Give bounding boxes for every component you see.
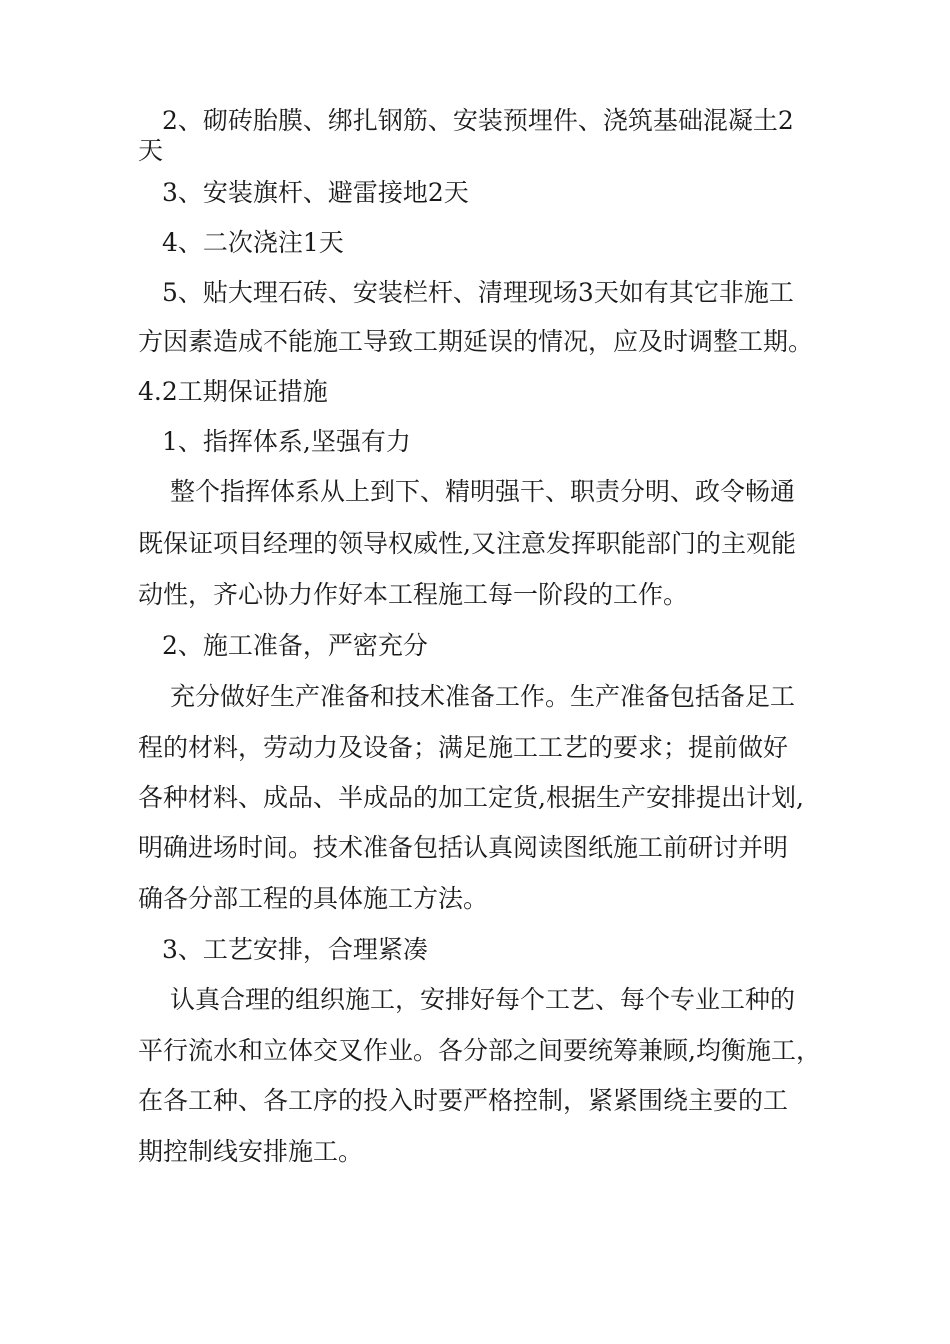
text-line: 5、贴大理石砖、安装栏杆、清理现场3天如有其它非施工	[162, 278, 794, 307]
text-line: 在各工种、各工序的投入时要严格控制，紧紧围绕主要的工	[138, 1086, 789, 1115]
text-line: 认真合理的组织施工，安排好每个工艺、每个专业工种的	[170, 985, 796, 1014]
text-line: 既保证项目经理的领导权威性,又注意发挥职能部门的主观能	[138, 529, 796, 558]
text-line: 期控制线安排施工。	[138, 1137, 364, 1166]
text-line: 天	[138, 136, 164, 165]
text-line: 3、安装旗杆、避雷接地2天	[162, 178, 469, 207]
text-line: 动性，齐心协力作好本工程施工每一阶段的工作。	[138, 580, 689, 609]
text-line: 2、砌砖胎膜、绑扎钢筋、安装预埋件、浇筑基础混凝土2	[162, 106, 794, 135]
text-line: 4、二次浇注1天	[162, 228, 344, 257]
text-line: 各种材料、成品、半成品的加工定货,根据生产安排提出计划,	[138, 783, 804, 812]
text-line: 整个指挥体系从上到下、精明强干、职责分明、政令畅通	[170, 477, 796, 506]
text-line: 明确进场时间。技术准备包括认真阅读图纸施工前研讨并明	[138, 833, 789, 862]
text-line: 充分做好生产准备和技术准备工作。生产准备包括备足工	[170, 682, 796, 711]
text-line: 程的材料，劳动力及设备；满足施工工艺的要求；提前做好	[138, 733, 789, 762]
text-line: 平行流水和立体交叉作业。各分部之间要统筹兼顾,均衡施工，	[138, 1036, 821, 1065]
text-line: 方因素造成不能施工导致工期延误的情况，应及时调整工期。	[138, 327, 814, 356]
section-heading: 4.2工期保证措施	[138, 377, 328, 406]
text-line: 确各分部工程的具体施工方法。	[138, 884, 489, 913]
subheading: 1、指挥体系,坚强有力	[162, 427, 411, 456]
subheading: 2、施工准备，严密充分	[162, 631, 428, 660]
subheading: 3、工艺安排，合理紧凑	[162, 935, 428, 964]
